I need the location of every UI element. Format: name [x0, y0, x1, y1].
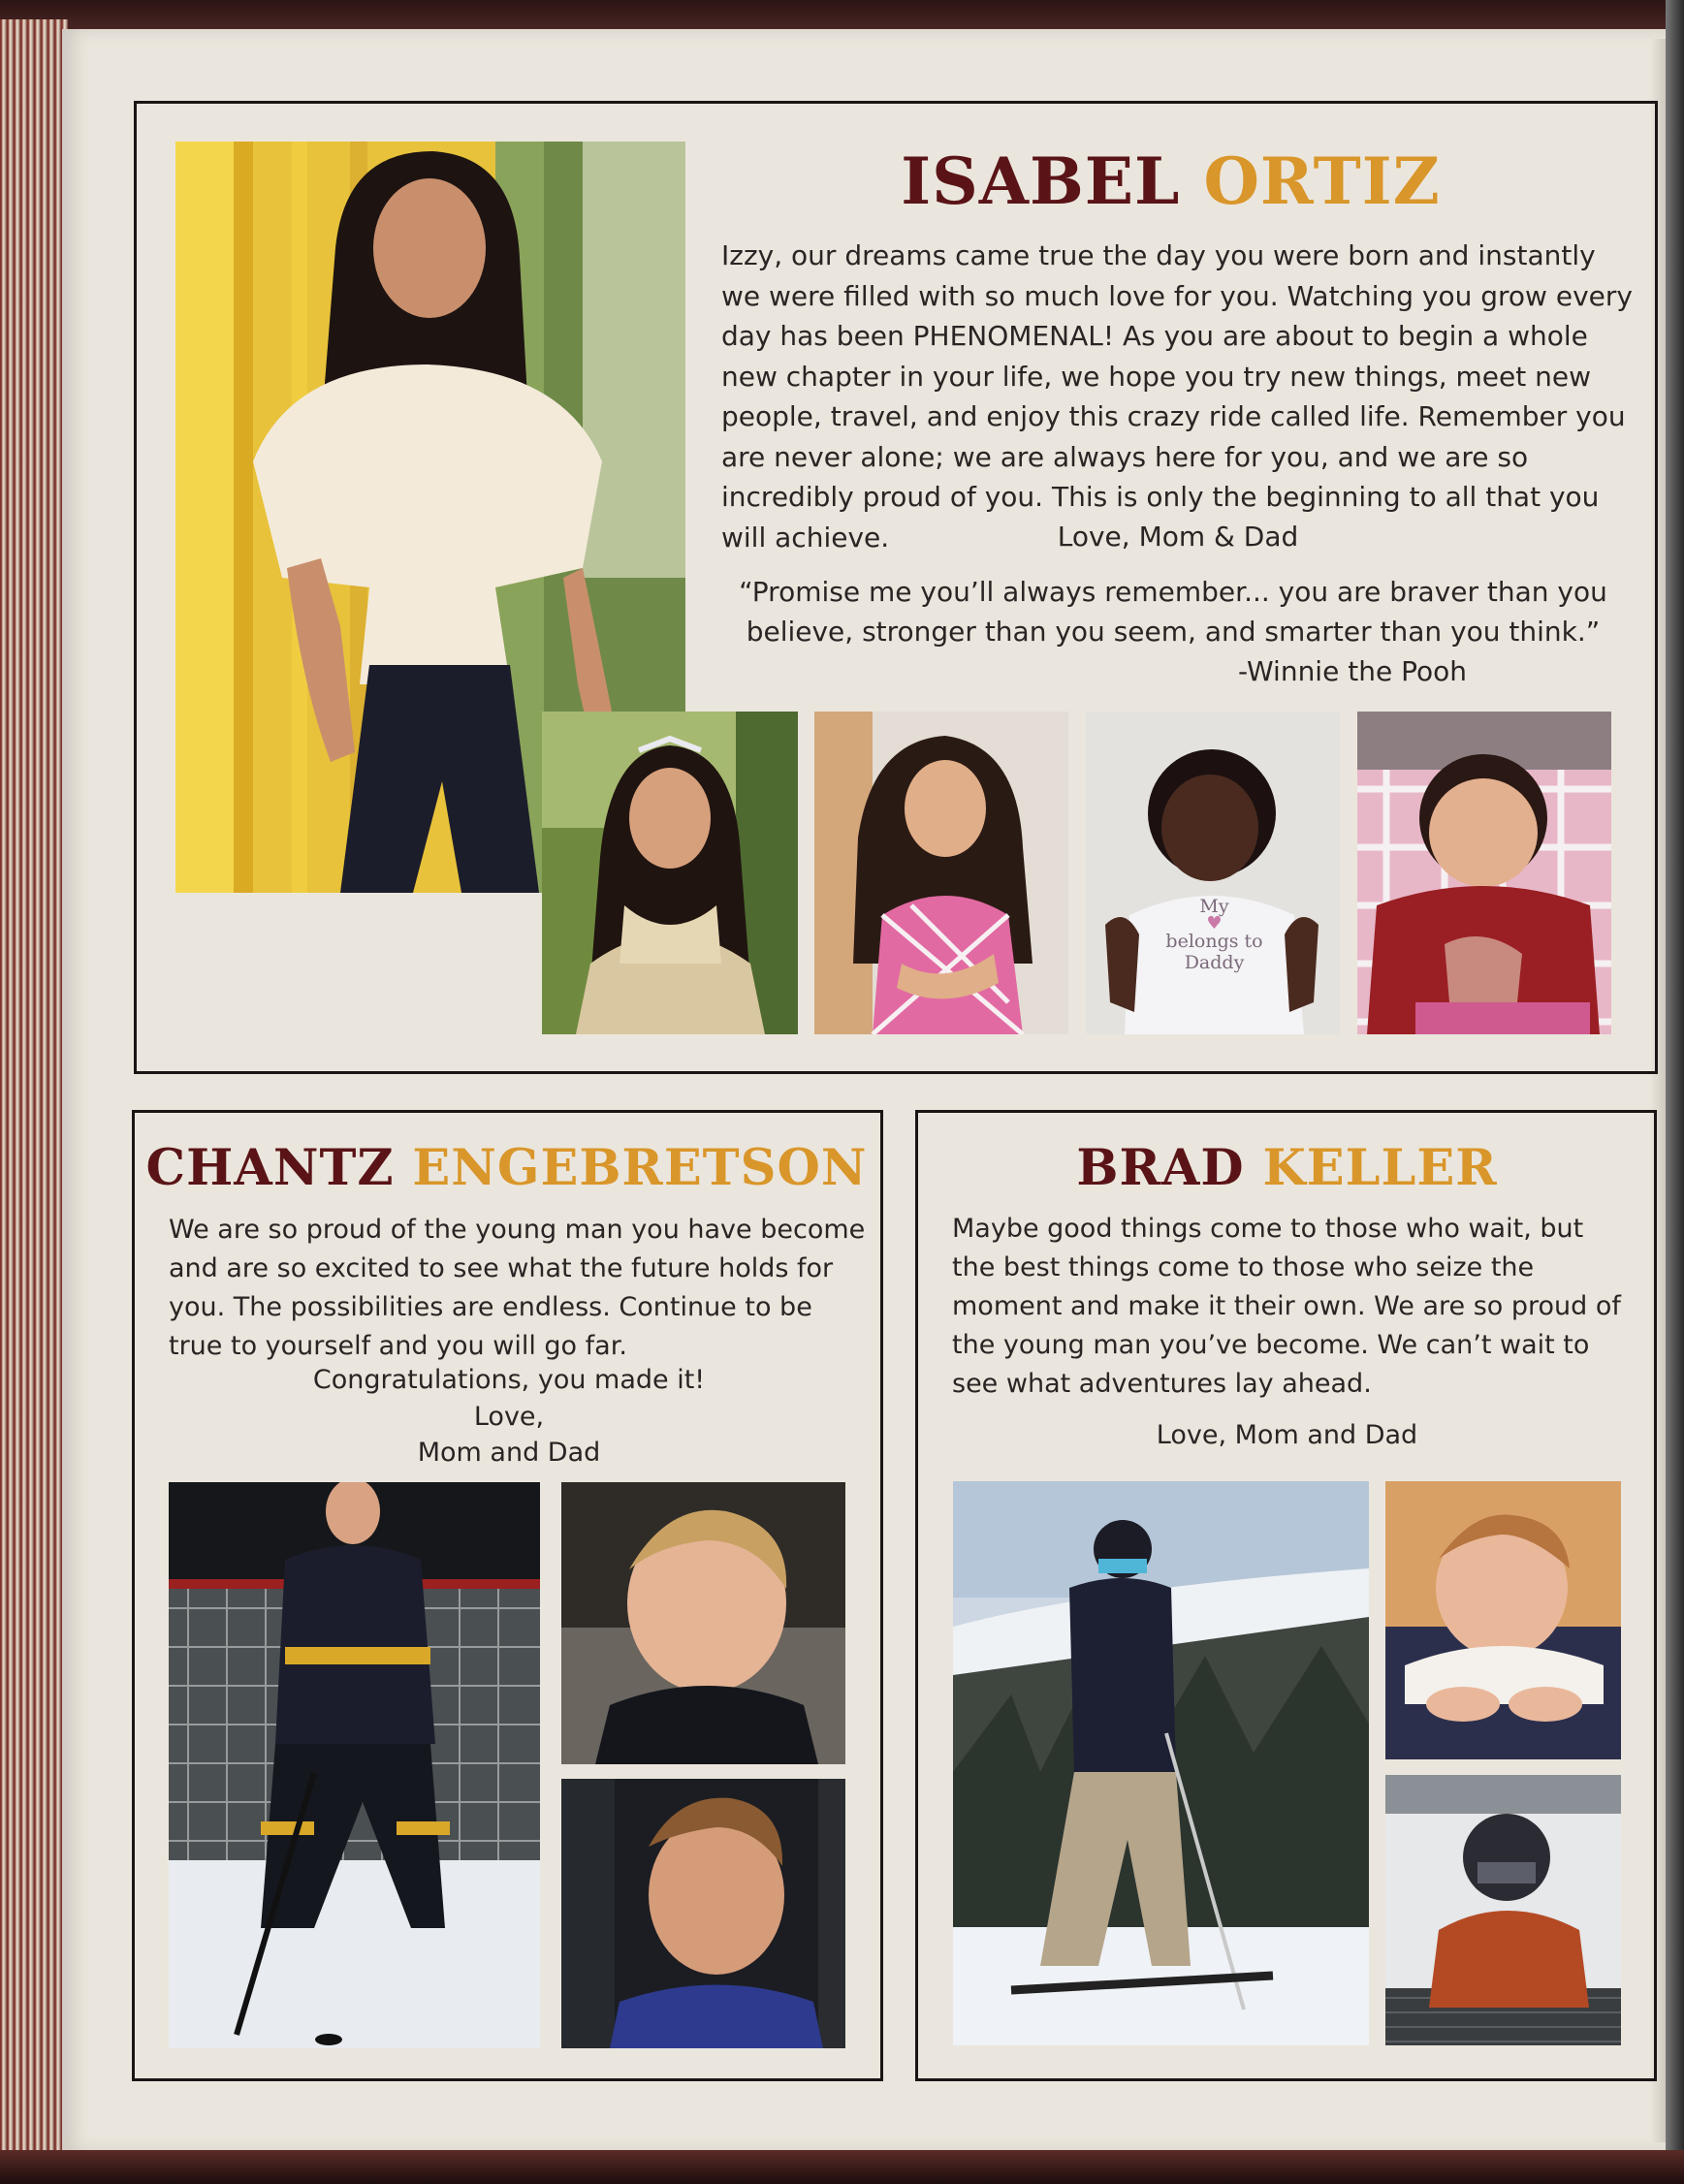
chantz-closing-congrats: Congratulations, you made it!	[312, 1365, 706, 1395]
first-name: CHANTZ	[145, 1139, 395, 1197]
brad-keller-name	[931, 1139, 1643, 1197]
chantz-toddler-photo	[561, 1482, 845, 1764]
isabel-quote-author: -Winnie the Pooh	[1238, 655, 1467, 687]
book-top-edge	[0, 0, 1684, 31]
first-name: ISABEL	[901, 143, 1181, 219]
isabel-signature: Love, Mom & Dad	[1057, 521, 1299, 553]
brad-signature: Love, Mom and Dad	[1156, 1420, 1418, 1450]
isabel-toddler-photo	[1086, 712, 1340, 1034]
book-right-edge	[1666, 0, 1684, 2184]
brad-ski-photo	[953, 1481, 1369, 2045]
isabel-childhood-photo	[814, 712, 1068, 1034]
brad-toddler-helmet-photo	[1385, 1775, 1621, 2045]
book-bottom-edge	[0, 2150, 1684, 2184]
heart-icon: ♥	[1206, 913, 1223, 934]
isabel-quote: “Promise me you’ll always remember... you are braver than you believe, stronger than you seem, and smarter than you think.”	[739, 576, 1607, 648]
chantz-parent-message: We are so proud of the young man you have become and are so excited to see what the future holds for you. The possibilities are endless. Continue to be true to yourself and you will go far.	[169, 1215, 866, 1361]
isabel-baby-photo	[1357, 712, 1611, 1034]
last-name: KELLER	[1262, 1139, 1498, 1197]
chantz-engebretson-name	[145, 1139, 868, 1197]
isabel-quinceanera-photo	[542, 712, 798, 1034]
book-page-edges	[0, 19, 68, 2157]
first-name: BRAD	[1076, 1139, 1245, 1197]
toddler-shirt-text: My ♥ belongs to Daddy	[1163, 896, 1265, 973]
last-name: ORTIZ	[1203, 143, 1441, 219]
brad-infant-photo	[1385, 1481, 1621, 1759]
chantz-hockey-photo	[169, 1482, 540, 2048]
last-name: ENGEBRETSON	[412, 1139, 868, 1197]
chantz-closing-parents: Mom and Dad	[417, 1438, 601, 1468]
chantz-childhood-photo	[561, 1779, 845, 2048]
chantz-closing-love: Love,	[473, 1402, 545, 1432]
isabel-ortiz-name	[698, 143, 1643, 219]
isabel-parent-message: Izzy, our dreams came true the day you were born and instantly we were filled with so much love for you. Watching you grow every day has been PHENOMENAL! As you are about to begin a whole new chapter in your life, we hope you try new things, meet new people, travel, and enjoy this crazy ride called life. Remember you are never alone; we are always here for you, and we are so incredibly proud of you. This is only the beginning to all that you will achieve.	[721, 239, 1633, 554]
brad-parent-message: Maybe good things come to those who wait, but the best things come to those who seize the moment and make it their own. We are so proud of the young man you’ve become. We can’t wait to see what adventures lay ahead.	[952, 1214, 1621, 1399]
